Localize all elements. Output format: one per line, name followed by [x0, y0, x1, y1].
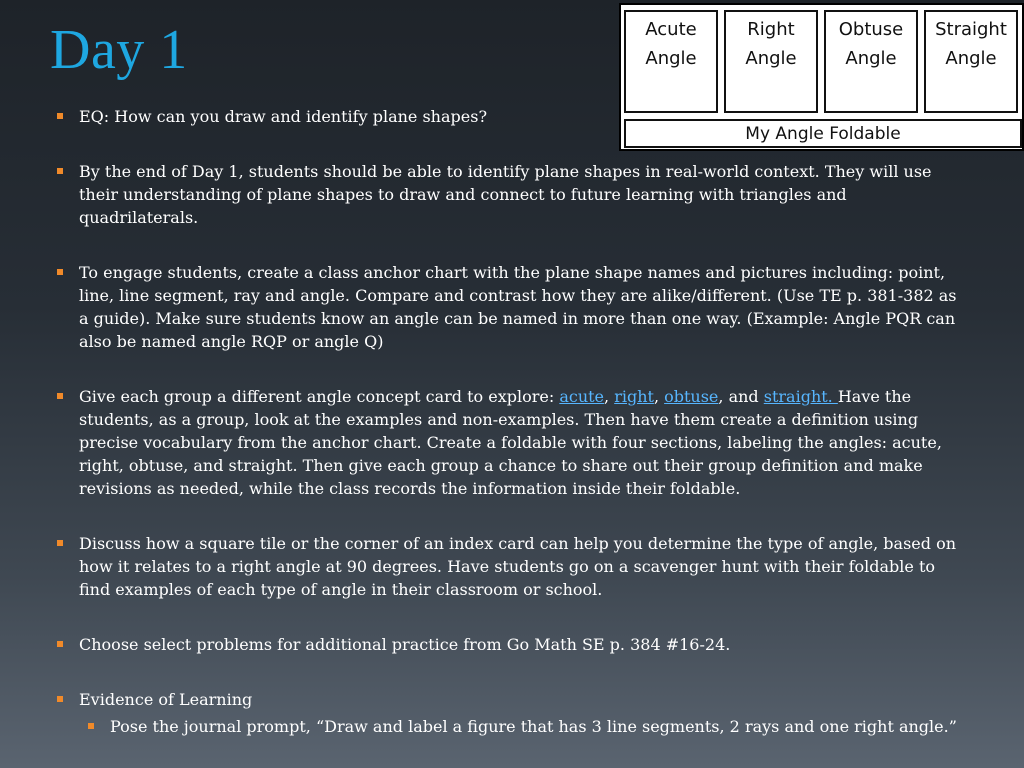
bullet-text: Have the students, as a group, look at the examples and non-examples. Then have them create a definition using precise vocabulary from the anchor chart. Create a foldable with four sections, labeling the angles: acute, right, obtuse, and straight. Then give each group a chance to share out their group definition and make revisions as needed, while the class records the information inside their foldable.: [79, 387, 942, 498]
bullet-evidence: [55, 688, 970, 711]
bullet-text: To engage students, create a class anchor chart with the plane shape names and pictures including: point, line, line segment, ray and angle. Compare and contrast how they are alike/different. (Use TE p. 381-382 as a guide). Make sure students know an angle can be named in more than one way. (Example: Angle PQR can also be named angle RQP or angle Q): [79, 263, 957, 351]
bullet-engage: [55, 261, 970, 353]
separator: ,: [653, 387, 665, 406]
link-obtuse[interactable]: obtuse: [664, 387, 719, 406]
bullet-discuss: [55, 532, 970, 601]
bullet-text: EQ: How can you draw and identify plane shapes?: [79, 107, 488, 126]
link-acute[interactable]: acute: [559, 387, 605, 406]
separator: , and: [718, 387, 764, 406]
foldable-cell-right: [724, 10, 818, 113]
bullet-text: By the end of Day 1, students should be able to identify plane shapes in real-world context. They will use their understanding of plane shapes to draw and connect to future learning with triangles and quadrilaterals.: [79, 162, 932, 227]
link-straight[interactable]: straight.: [763, 387, 838, 406]
foldable-cell-label: Acute: [645, 19, 697, 40]
bullet-text: Give each group a different angle concept card to explore:: [79, 387, 560, 406]
foldable-cell-label: Straight: [935, 19, 1007, 40]
foldable-cell-straight: [924, 10, 1018, 113]
bullet-text: Pose the journal prompt, “Draw and label a figure that has 3 line segments, 2 rays and one right angle.”: [110, 717, 957, 736]
foldable-cell-acute: [624, 10, 718, 113]
bullet-list: [55, 105, 970, 738]
bullet-goal: [55, 160, 970, 229]
bullet-eq: [55, 105, 970, 128]
foldable-cell-label: Angle: [745, 47, 797, 69]
foldable-cell-label: Angle: [845, 47, 897, 69]
bullet-explore: [55, 385, 970, 500]
slide-title: Day 1: [50, 19, 188, 81]
bullet-text: Evidence of Learning: [79, 690, 253, 709]
sub-bullet-journal: [86, 715, 970, 738]
foldable-cell-label: Right: [747, 19, 795, 40]
link-right[interactable]: right: [614, 387, 654, 406]
foldable-cell-label: Angle: [945, 47, 997, 69]
foldable-cell-label: Angle: [645, 47, 697, 69]
foldable-cell-obtuse: [824, 10, 918, 113]
foldable-title: My Angle Foldable: [624, 119, 1022, 148]
foldable-cell-label: Obtuse: [838, 19, 904, 40]
bullet-text: Choose select problems for additional practice from Go Math SE p. 384 #16-24.: [79, 635, 731, 654]
separator: ,: [604, 387, 615, 406]
bullet-practice: [55, 633, 970, 656]
bullet-text: Discuss how a square tile or the corner of an index card can help you determine the type of angle, based on how it relates to a right angle at 90 degrees. Have students go on a scavenger hunt with their foldable to find examples of each type of angle in their classroom or school.: [79, 534, 957, 599]
